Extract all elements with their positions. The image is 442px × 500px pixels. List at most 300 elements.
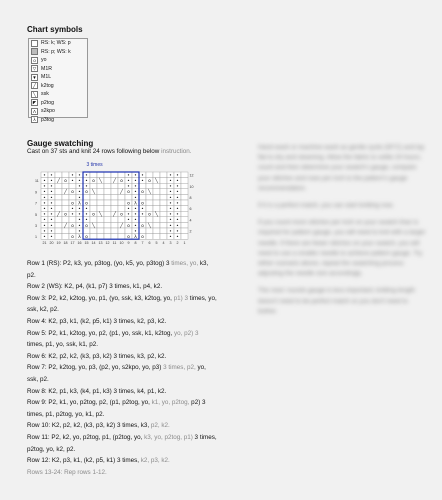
chart-symbol: o — [127, 201, 130, 207]
chart-cell — [90, 183, 97, 189]
chart-cell — [181, 222, 188, 228]
row-instruction — [27, 362, 217, 385]
legend-label: p3tog — [41, 116, 54, 123]
instruction-link[interactable]: instruction. — [161, 148, 192, 155]
chart-cell — [62, 206, 69, 212]
chart-cell — [62, 172, 69, 178]
chart-symbol: • — [169, 235, 172, 240]
legend-symbol-icon: ◤ — [32, 100, 37, 106]
row-text-main: Row 12: K2, p3, k1, (k2, p5, k1) 3 times, — [27, 457, 139, 465]
chart-cell — [160, 228, 167, 234]
chart-cell — [90, 217, 97, 223]
legend-symbol-icon: ▼ — [32, 74, 37, 80]
chart-symbol: • — [85, 179, 88, 184]
chart-cell — [160, 206, 167, 212]
row-instructions — [27, 258, 217, 478]
chart-symbol: • — [71, 173, 74, 179]
chart-cell — [97, 217, 104, 223]
row-text-main: Row 8: K2, p1, k3, (k4, p1, k3) 3 times, k4, p1, k2. — [27, 387, 167, 395]
chart-symbol: • — [169, 201, 172, 207]
chart-cell — [160, 200, 167, 206]
row-number: 9 — [35, 190, 37, 195]
chart-cell — [146, 206, 153, 212]
chart-cell — [69, 194, 76, 200]
chart-symbol: • — [43, 179, 46, 184]
chart-symbol: • — [141, 212, 144, 218]
row-number: 1 — [35, 235, 37, 240]
column-number: 2 — [176, 241, 179, 246]
row-text-main: Row 10: K2, p2, k2, (k3, p3, k2) 3 times, k3, — [27, 422, 150, 430]
chart-cell — [160, 189, 167, 195]
row-number: 7 — [35, 201, 37, 206]
column-number: 3 — [169, 241, 172, 246]
chart-symbol: o — [85, 190, 88, 196]
chart-cell — [153, 172, 160, 178]
chart-cell — [181, 194, 188, 200]
chart-cell — [146, 200, 153, 206]
column-number: 21 — [42, 241, 47, 246]
chart-symbol: o — [141, 235, 144, 240]
chart-cell — [90, 206, 97, 212]
column-number: 11 — [112, 241, 117, 246]
legend-item — [29, 107, 87, 116]
side-paragraph: If you count more stitches per inch on your swatch than is required for pattern gauge, you will need to knit with a larger needle. If there are fewer stitches on your swatch, you will need to use a smaller needle to achieve pattern gauge. Try either scenario above, repeat the swatching process adjusting the needle size accordingly. — [258, 219, 426, 278]
row-text-gray: p1) 3 — [171, 294, 189, 302]
chart-symbol: • — [43, 229, 46, 235]
chart-cell — [146, 217, 153, 223]
gauge-intro-text: Cast on 37 sts and knit 24 rows following below — [27, 148, 160, 155]
row-text-tail: times, yo, ssk, k2, p2. — [27, 294, 217, 314]
chart-symbol: ╱ — [120, 190, 123, 196]
chart-symbol: • — [169, 184, 172, 190]
chart-cell — [90, 234, 97, 240]
chart-symbol: • — [50, 179, 53, 184]
row-text-tail: p2) 3 times, p1, p2tog, yo, k1, p2. — [27, 399, 206, 418]
chart-cell — [104, 222, 111, 228]
chart-symbol: • — [78, 195, 81, 201]
chart-symbol: • — [43, 223, 46, 229]
chart-symbol: o — [141, 201, 144, 207]
chart-cell — [160, 183, 167, 189]
chart-symbol: ╱ — [64, 190, 67, 196]
chart-cell — [55, 222, 62, 228]
chart-symbol: o — [127, 235, 130, 240]
legend-label: yo — [41, 57, 47, 64]
chart-cell — [97, 183, 104, 189]
chart-symbol: • — [78, 173, 81, 179]
chart-cell — [55, 189, 62, 195]
legend-label: ssk — [41, 91, 49, 98]
chart-symbol: o — [127, 190, 130, 196]
chart-cell — [111, 200, 118, 206]
chart-symbol: • — [134, 212, 137, 218]
chart-cell — [111, 172, 118, 178]
chart-symbol: ╲ — [99, 212, 102, 218]
chart-cell — [104, 228, 111, 234]
chart-symbol: o — [64, 179, 67, 184]
chart-symbol: • — [176, 201, 179, 207]
repeat-label: 3 times — [86, 162, 103, 168]
chart-cell — [118, 234, 125, 240]
gauge-chart — [25, 160, 197, 246]
row-text-tail: k3, p2. — [27, 260, 209, 279]
chart-cell — [139, 183, 146, 189]
chart-symbol: o — [141, 223, 144, 229]
chart-symbol: • — [141, 179, 144, 184]
legend-item — [29, 65, 87, 74]
chart-symbol: λ — [78, 235, 81, 240]
row-text-main: Row 9: P2, k1, yo, p2tog, p2, (p1, p2tog, yo, — [27, 399, 150, 407]
chart-symbol: • — [78, 184, 81, 190]
chart-symbol: • — [134, 195, 137, 201]
chart-symbol: • — [78, 229, 81, 235]
chart-symbol: • — [176, 184, 179, 190]
chart-symbol: • — [50, 207, 53, 212]
chart-symbol: • — [169, 223, 172, 229]
chart-cell — [104, 178, 111, 184]
chart-symbol: • — [176, 229, 179, 235]
chart-symbol: • — [50, 190, 53, 196]
row-text-main: Row 6: K2, p2, k2, (k3, p3, k2) 3 times, k3, p2, k2. — [27, 352, 167, 360]
chart-symbol: • — [176, 190, 179, 196]
row-instruction — [27, 328, 217, 351]
chart-cell — [97, 200, 104, 206]
column-number: 10 — [119, 241, 124, 246]
chart-symbol: • — [134, 229, 137, 235]
chart-symbol: • — [169, 195, 172, 201]
legend-item — [29, 39, 87, 48]
row-instruction — [27, 386, 217, 398]
row-text-gray: yo, p2) 3 — [172, 329, 199, 337]
chart-cell — [55, 234, 62, 240]
chart-symbol: • — [169, 207, 172, 212]
chart-symbol: o — [120, 179, 123, 184]
gauge-heading: Gauge swatching — [27, 139, 94, 148]
chart-cell — [181, 228, 188, 234]
chart-symbol: ╲ — [148, 223, 151, 229]
chart-cell — [160, 217, 167, 223]
chart-cell — [125, 194, 132, 200]
chart-cell — [160, 172, 167, 178]
chart-cell — [104, 200, 111, 206]
chart-cell — [153, 217, 160, 223]
chart-symbol: • — [43, 218, 46, 224]
chart-cell — [90, 200, 97, 206]
chart-symbol: • — [169, 218, 172, 224]
chart-cell — [104, 189, 111, 195]
chart-symbol: • — [43, 201, 46, 207]
row-text-gray: k1, yo, p2tog, — [149, 399, 190, 407]
row-instruction — [27, 467, 217, 479]
chart-cell — [104, 211, 111, 217]
column-number: 5 — [155, 241, 158, 246]
chart-cell — [181, 172, 188, 178]
chart-symbol: λ — [134, 235, 137, 240]
legend-label: M1L — [41, 74, 52, 81]
chart-symbol: • — [141, 173, 144, 179]
chart-cell — [62, 217, 69, 223]
chart-cell — [55, 228, 62, 234]
row-instruction — [27, 420, 217, 432]
chart-cell — [55, 194, 62, 200]
chart-symbol: • — [134, 207, 137, 212]
legend-item — [29, 56, 87, 65]
chart-symbol: • — [169, 190, 172, 196]
chart-cell — [118, 228, 125, 234]
chart-cell — [97, 189, 104, 195]
chart-symbol: • — [50, 173, 53, 179]
row-text-tail: times, p1, yo, ssk, k1, p2. — [27, 341, 99, 349]
row-number: 2 — [189, 229, 192, 234]
chart-cell — [69, 217, 76, 223]
chart-cell — [139, 194, 146, 200]
chart-symbol: • — [78, 207, 81, 212]
chart-cell — [97, 206, 104, 212]
chart-symbol: • — [50, 201, 53, 207]
chart-cell — [153, 189, 160, 195]
chart-cell — [111, 189, 118, 195]
legend-symbol-icon: ╲ — [31, 91, 38, 98]
side-paragraph: The rows' rounds gauge is less important; knitting length doesn't need to be perfect match so you don't need to bother. — [258, 287, 415, 315]
row-number: 8 — [189, 196, 192, 200]
chart-cell — [111, 183, 118, 189]
row-number: 11 — [35, 179, 39, 184]
chart-symbol: • — [127, 173, 130, 179]
chart-symbol: • — [78, 223, 81, 229]
chart-cell — [153, 228, 160, 234]
chart-cell — [139, 217, 146, 223]
chart-symbol: • — [134, 218, 137, 224]
chart-cell — [83, 228, 90, 234]
row-number: 3 — [35, 224, 37, 228]
chart-symbol: • — [176, 218, 179, 224]
gauge-intro — [27, 147, 192, 157]
chart-cell — [125, 228, 132, 234]
chart-cell — [146, 183, 153, 189]
column-number: 6 — [148, 241, 151, 246]
legend-item — [29, 82, 87, 91]
column-number: 13 — [98, 241, 103, 246]
chart-cell — [160, 234, 167, 240]
chart-cell — [118, 200, 125, 206]
legend-symbol-icon — [31, 40, 38, 47]
row-text-gray: Rows 13-24: Rep rows 1-12. — [27, 468, 107, 476]
chart-cell — [97, 234, 104, 240]
column-number: 16 — [77, 241, 82, 246]
column-number: 15 — [84, 241, 89, 246]
chart-symbol: • — [50, 212, 53, 218]
column-number: 19 — [56, 241, 61, 246]
chart-cell — [118, 183, 125, 189]
chart-symbol: o — [71, 235, 74, 240]
chart-symbol: • — [176, 195, 179, 201]
row-text-gray: times, yo, — [169, 260, 199, 267]
chart-symbol: o — [120, 212, 123, 218]
chart-symbol: • — [85, 173, 88, 179]
row-text-main: Row 4: K2, p3, k1, (k2, p5, k1) 3 times, k2, p3, k2. — [27, 317, 167, 325]
chart-cell — [181, 189, 188, 195]
chart-cell — [97, 228, 104, 234]
chart-symbol: • — [169, 173, 172, 179]
legend-symbol-icon: Λ — [32, 108, 36, 114]
chart-symbol: • — [176, 212, 179, 218]
chart-symbol: ╱ — [64, 223, 67, 229]
chart-symbol: λ — [134, 201, 137, 207]
chart-cell — [146, 194, 153, 200]
row-instruction — [27, 351, 217, 363]
chart-cell — [55, 172, 62, 178]
chart-cell — [62, 194, 69, 200]
chart-symbol: • — [134, 173, 137, 179]
column-number: 4 — [162, 241, 165, 246]
side-paragraph: If it is a perfect match, you can start knitting now. — [258, 202, 394, 210]
chart-symbol: o — [148, 179, 151, 184]
chart-cell — [55, 183, 62, 189]
row-number: 5 — [35, 212, 37, 217]
row-text-gray: k3, yo, p2tog, p1) — [142, 433, 193, 441]
chart-symbol: • — [43, 190, 46, 196]
chart-cell — [118, 217, 125, 223]
chart-cell — [111, 206, 118, 212]
chart-cell — [62, 234, 69, 240]
chart-cell — [97, 222, 104, 228]
chart-symbol: o — [141, 190, 144, 196]
row-text-main: Row 2 (WS): K2, p4, (k1, p7) 3 times, k1, p4, k2. — [27, 283, 163, 291]
chart-symbol: • — [176, 207, 179, 212]
chart-symbol: • — [71, 179, 74, 184]
column-number: 7 — [141, 241, 144, 246]
chart-symbol: • — [50, 218, 53, 224]
chart-cell — [111, 234, 118, 240]
row-text-gray: k2, p3, k2. — [139, 457, 170, 465]
chart-cell — [111, 217, 118, 223]
chart-symbol: o — [85, 235, 88, 240]
chart-cell — [62, 183, 69, 189]
chart-symbol: ╱ — [57, 179, 60, 184]
chart-symbol: • — [85, 218, 88, 224]
chart-cell — [118, 206, 125, 212]
legend-label: s2kpo — [41, 108, 55, 115]
chart-symbol: • — [127, 184, 130, 190]
row-number: 12 — [189, 173, 194, 178]
chart-cell — [146, 172, 153, 178]
chart-symbol: o — [92, 179, 95, 184]
chart-symbol: • — [78, 218, 81, 224]
column-number: 14 — [91, 241, 96, 246]
chart-symbol: • — [85, 207, 88, 212]
row-text-tail: yo, ssk, p2. — [27, 364, 206, 383]
chart-symbol: • — [50, 195, 53, 201]
chart-cell — [160, 222, 167, 228]
chart-symbol: • — [43, 207, 46, 212]
chart-symbol: • — [71, 207, 74, 212]
chart-cell — [153, 200, 160, 206]
chart-symbol: • — [43, 173, 46, 179]
chart-symbol: • — [169, 212, 172, 218]
chart-cell — [181, 211, 188, 217]
legend-item — [29, 90, 87, 99]
symbol-legend — [28, 38, 88, 123]
chart-symbol: • — [50, 229, 53, 235]
column-number: 18 — [63, 241, 68, 246]
chart-cell — [153, 183, 160, 189]
legend-label: p2tog — [41, 99, 54, 106]
chart-symbol: o — [71, 201, 74, 207]
chart-symbol: • — [169, 179, 172, 184]
chart-cell — [111, 194, 118, 200]
chart-symbol: λ — [78, 201, 81, 207]
chart-cell — [146, 228, 153, 234]
chart-symbol: • — [176, 179, 179, 184]
chart-cell — [104, 172, 111, 178]
column-number: 1 — [183, 241, 186, 246]
chart-cell — [118, 172, 125, 178]
chart-symbol: • — [127, 212, 130, 218]
chart-cell — [160, 178, 167, 184]
column-number: 8 — [134, 241, 137, 246]
chart-cell — [90, 194, 97, 200]
chart-cell — [181, 206, 188, 212]
chart-cell — [153, 222, 160, 228]
row-instruction — [27, 293, 217, 316]
legend-label: RS: k; WS: p — [41, 40, 71, 47]
chart-symbol: ╲ — [148, 190, 151, 196]
chart-symbol: ╲ — [99, 179, 102, 184]
chart-symbol: • — [127, 207, 130, 212]
chart-cell — [97, 194, 104, 200]
row-instruction — [27, 258, 217, 281]
chart-cell — [62, 228, 69, 234]
chart-symbols-heading: Chart symbols — [27, 25, 83, 34]
chart-cell — [111, 228, 118, 234]
chart-symbol: ╲ — [155, 179, 158, 184]
row-instruction — [27, 432, 217, 455]
chart-symbol: ╱ — [120, 223, 123, 229]
chart-cell — [104, 206, 111, 212]
chart-cell — [97, 172, 104, 178]
chart-cell — [181, 183, 188, 189]
row-text-main: Row 7: P2, k2tog, yo, p3, (p2, yo, s2kpo, yo, p3) — [27, 364, 162, 372]
chart-cell — [69, 228, 76, 234]
row-text-main: Row 1 (RS): P2, k3, yo, p3tog, (yo, k5, yo, p3tog) 3 — [27, 260, 170, 267]
chart-symbol: ╱ — [57, 212, 60, 218]
chart-symbol: o — [85, 201, 88, 207]
chart-cell — [55, 206, 62, 212]
chart-symbol: • — [134, 190, 137, 196]
chart-symbol: • — [43, 184, 46, 190]
legend-label: k2tog — [41, 82, 54, 89]
side-instructions — [258, 143, 428, 324]
chart-symbol: • — [50, 223, 53, 229]
chart-symbol: • — [50, 235, 53, 240]
chart-symbol: • — [134, 179, 137, 184]
row-number: 10 — [189, 184, 194, 189]
row-number: 6 — [189, 207, 192, 212]
chart-symbol: • — [43, 212, 46, 218]
chart-symbol: • — [176, 235, 179, 240]
chart-symbol: • — [127, 179, 130, 184]
chart-cell — [160, 194, 167, 200]
chart-symbol: o — [85, 223, 88, 229]
chart-cell — [69, 183, 76, 189]
chart-symbol: • — [85, 184, 88, 190]
legend-symbol-icon: ╱ — [31, 82, 38, 89]
chart-symbol: • — [43, 195, 46, 201]
chart-cell — [139, 228, 146, 234]
chart-cell — [181, 217, 188, 223]
chart-cell — [83, 194, 90, 200]
chart-symbol: o — [71, 190, 74, 196]
